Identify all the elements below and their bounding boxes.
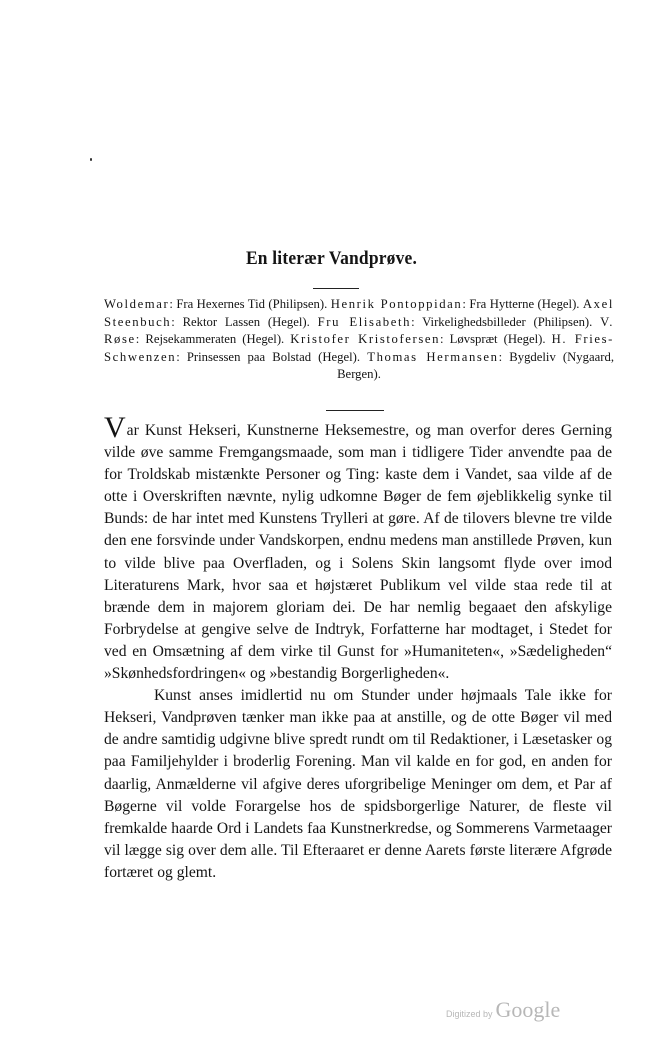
source-entry: H. Fries-Schwenzen: Prinsessen paa Bolstad (Hegel). (104, 332, 614, 364)
source-entry: Henrik Pontoppidan: Fra Hytterne (Hegel). (330, 297, 580, 311)
source-entry: Fru Elisabeth: Virkelighedsbilleder (Philipsen). (317, 314, 593, 329)
paragraph: Kunst anses imidlertid nu om Stunder under højmaals Tale ikke for Hekseri, Vandprøven tænker man ikke paa at anstille, og de otte Bøger vil med de andre samtidig udgivne blive spredt rundt om til Redaktioner, i Læsetasker og paa Familjehylder i broderlig Forening. Man vil kalde en for god, en anden for daarlig, Anmælderne vil afgive deres uforgribelige Meninger om dem, et Par af Bøgerne vil volde Forargelse hos de spidsborgerlige Naturer, de fleste vil fremkalde haarde Ord i Landets faa Kunstnerkredse, og Sommerens Varmetaager vil lægge sig over dem alle. Til Efteraaret er denne Aarets første literære Afgrøde fortæret og glemt. (104, 687, 612, 881)
source-entry: Woldemar: Fra Hexernes Tid (Philipsen). (104, 297, 328, 311)
google-logo: Google (495, 997, 561, 1022)
source-entry: Thomas Hermansen: Bygdeliv (Nygaard, Bergen). (337, 349, 614, 382)
source-entry: Axel Steenbuch: Rektor Lassen (Hegel). (104, 297, 614, 329)
ink-speck (90, 158, 92, 161)
section-rule (326, 410, 384, 411)
drop-cap: V (104, 411, 126, 444)
digitized-by-watermark (446, 997, 560, 1023)
reviewed-books-list (104, 296, 614, 384)
paragraph (104, 411, 612, 685)
source-entry: Kristofer Kristofersen: Løvspræt (Hegel). (290, 332, 546, 347)
article-body (104, 411, 612, 884)
title-rule (313, 288, 359, 289)
source-entry: V. Røse: Rejsekammeraten (Hegel). (104, 314, 615, 347)
article-title: En literær Vandprøve. (245, 248, 418, 269)
paragraph-text: ar Kunst Hekseri, Kunstnerne Heksemestre, og man overfor deres Gerning vilde øve samme Fremgangsmaade, som man i tidligere Tider anvendte paa de for Troldskab mistænkte Personer og Ting: kaste dem i Vandet, saa vilde af de otte i Overskriften nævnte, nylig udkomne Bøger de fem øjeblikkelig synke til Bunds: de har intet med Kunstens Trylleri at gøre. Af de tilovers blevne tre vilde den ene forsvinde under Vandskorpen, endnu medens man anstillede Prøven, kun to vilde blive paa Overfladen, og i Solens Skin langsomt flyde over imod Literaturens Mark, hvor saa et højstæret Publikum vel vilde staa rede til at brænde dem in majorem gloriam dei. De har nemlig begaaet den afskylige Forbrydelse at gengive selve de Indtryk, Forfatterne har modtaget, i Stedet for ved en Omsætning af dem virke til Gunst for »Humaniteten«, »Sædeligheden“ »Skønhedsfordringen« og »bestandig Borgerligheden«. (104, 422, 612, 683)
watermark-caption: Digitized by (446, 1009, 493, 1019)
